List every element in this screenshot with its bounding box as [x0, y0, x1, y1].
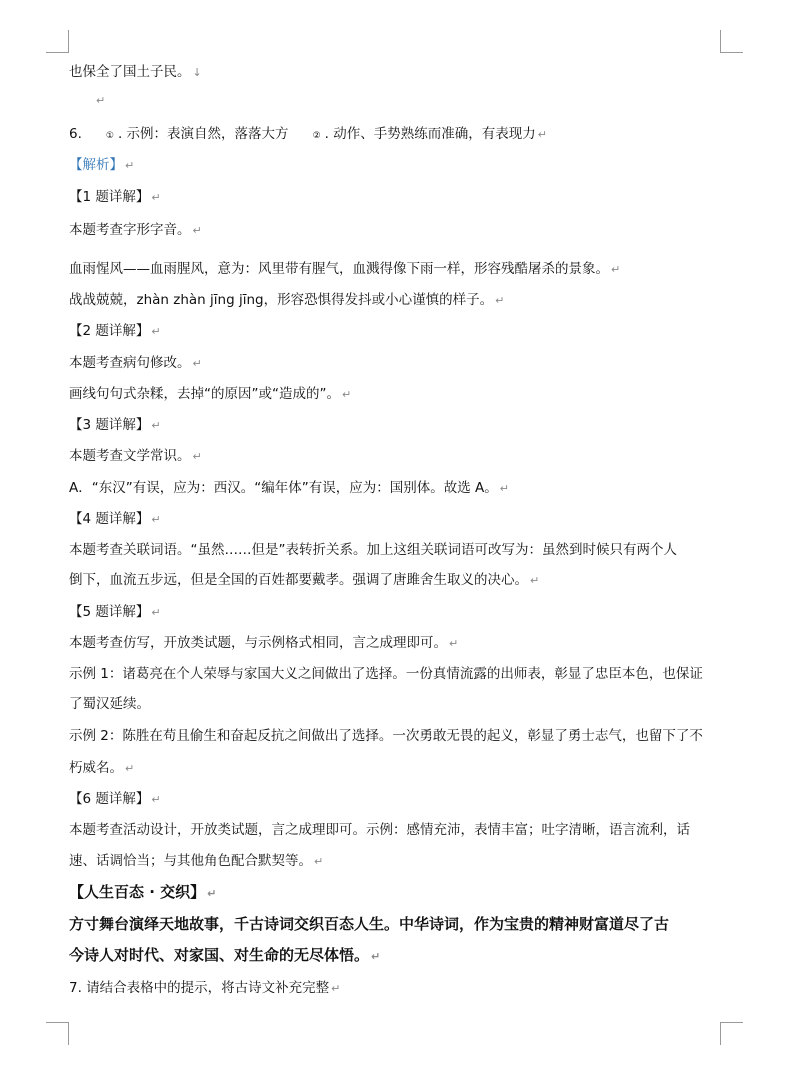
paragraph-mark: ↵: [96, 94, 106, 107]
crop-mark-top-left: [46, 30, 69, 53]
text-line: 倒下，血流五步远，但是全国的百姓都要戴孝。强调了唐雎舍生取义的决心。 ↵: [69, 572, 540, 588]
section-heading: 【3 题详解】 ↵: [69, 417, 161, 433]
text-line: 示例 1：诸葛亮在个人荣辱与家国大义之间做出了选择。一份真情流露的出师表，彰显了忠臣本色，也保证: [69, 666, 703, 682]
text-line: 本题考查仿写，开放类试题，与示例格式相同，言之成理即可。 ↵: [69, 635, 459, 651]
question-7-line: 7. 请结合表格中的提示，将古诗文补充完整 ↵: [69, 980, 341, 996]
answer-6-line: 6. ① . 示例：表演自然，落落大方 ② . 动作、手势熟练而准确，有表现力 ↵: [69, 126, 547, 142]
crop-mark-bottom-left: [46, 1022, 69, 1045]
text-line: 朽威名。 ↵: [69, 760, 135, 776]
text-line: A．“东汉”有误，应为：西汉。“编年体”有误，应为：国别体。故选 A。 ↵: [69, 480, 509, 496]
text-line: 速、话调恰当；与其他角色配合默契等。 ↵: [69, 853, 324, 869]
section-heading: 【4 题详解】 ↵: [69, 511, 161, 527]
circled-number-1: ①: [105, 131, 114, 141]
analysis-heading: 【解析】 ↵: [69, 157, 135, 173]
text-line: 了蜀汉延续。: [69, 696, 150, 712]
text-line: 本题考查文学常识。 ↵: [69, 448, 202, 464]
text-line: 战战兢兢，zhàn zhàn jīng jīng，形容恐惧得发抖或小心谨慎的样子。 ↵: [69, 292, 505, 308]
section-heading: 【1 题详解】 ↵: [69, 189, 161, 205]
line-break-mark: ↓: [192, 66, 202, 79]
section-title: 【人生百态 · 交织】 ↵: [69, 883, 217, 901]
section-heading: 【6 题详解】 ↵: [69, 791, 161, 807]
intro-line: 今诗人对时代、对家国、对生命的无尽体悟。 ↵: [69, 946, 381, 964]
text-line: 示例 2：陈胜在苟且偷生和奋起反抗之间做出了选择。一次勇敢无畏的起义，彰显了勇士志气，也留下了不: [69, 728, 703, 744]
circled-number-2: ②: [312, 131, 321, 141]
text-line: 血雨惺风——血雨腥风，意为：风里带有腥气，血溅得像下雨一样，形容残酷屠杀的景象。 ↵: [69, 261, 621, 277]
text-line: 也保全了国土子民。 ↓: [69, 64, 202, 80]
text-line: 本题考查活动设计，开放类试题，言之成理即可。示例：感情充沛，表情丰富；吐字清晰，语言流利，话: [69, 822, 690, 838]
intro-line: 方寸舞台演绎天地故事，千古诗词交织百态人生。中华诗词，作为宝贵的精神财富道尽了古: [69, 915, 670, 933]
section-heading: 【5 题详解】 ↵: [69, 604, 161, 620]
text-line: 本题考查字形字音。 ↵: [69, 222, 202, 238]
text-line: 本题考查关联词语。“虽然……但是”表转折关系。加上这组关联词语可改写为：虽然到时候只有两个人: [69, 542, 677, 558]
crop-mark-bottom-right: [720, 1022, 743, 1045]
crop-mark-top-right: [720, 30, 743, 53]
section-heading: 【2 题详解】 ↵: [69, 323, 161, 339]
text-line: 本题考查病句修改。 ↵: [69, 355, 202, 371]
text-line: 画线句句式杂糅，去掉“的原因”或“造成的”。 ↵: [69, 386, 352, 402]
